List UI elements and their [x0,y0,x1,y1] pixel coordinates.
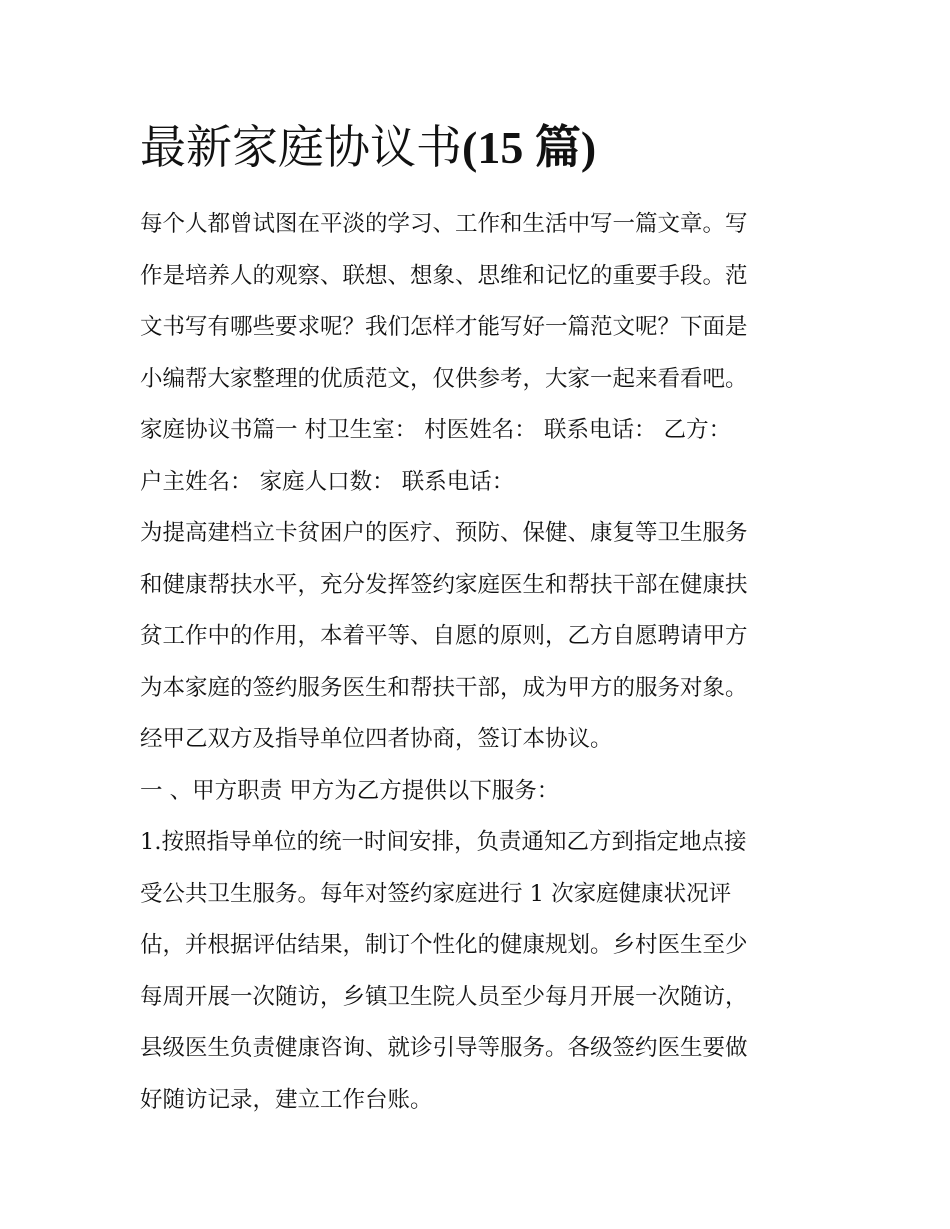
paragraph-line: 小编帮大家整理的优质范文，仅供参考，大家一起来看看吧。 [140,365,748,392]
title-text: 最新家庭协议书 [140,120,462,174]
paragraph-line: 贫工作中的作用，本着平等、自愿的原则，乙方自愿聘请甲方 [140,623,748,649]
paragraph-line: 估，并根据评估结果，制订个性化的健康规划。乡村医生至少 [140,932,748,958]
paragraph-line: 家庭协议书篇一 村卫生室： 村医姓名： 联系电话： 乙方： [140,417,732,443]
paragraph-line: 1.按照指导单位的统一时间安排，负责通知乙方到指定地点接 [140,829,747,855]
document-title [140,112,596,183]
paragraph-line: 每个人都曾试图在平淡的学习、工作和生活中写一篇文章。写 [140,211,748,237]
paragraph-line: 经甲乙双方及指导单位四者协商，签订本协议。 [140,726,613,752]
paragraph-line: 文书写有哪些要求呢？我们怎样才能写好一篇范文呢？下面是 [140,314,748,340]
paragraph-line: 为提高建档立卡贫困户的医疗、预防、保健、康复等卫生服务 [140,520,748,546]
paragraph-line: 为本家庭的签约服务医生和帮扶干部，成为甲方的服务对象。 [140,674,748,701]
paragraph-line: 受公共卫生服务。每年对签约家庭进行 1 次家庭健康状况评 [140,880,732,907]
title-count: (15 篇) [462,122,597,173]
paragraph-line: 作是培养人的观察、联想、想象、思维和记忆的重要手段。范 [140,262,748,289]
paragraph-line: 户主姓名： 家庭人口数： 联系电话： [140,468,515,495]
document-body [140,199,820,1126]
paragraph-line: 县级医生负责健康咨询、就诊引导等服务。各级签约医生要做 [140,1035,748,1061]
section-heading-line: 一 、甲方职责 甲方为乙方提供以下服务： [140,777,560,804]
paragraph-line: 每周开展一次随访，乡镇卫生院人员至少每月开展一次随访， [140,983,748,1010]
paragraph-line: 和健康帮扶水平，充分发挥签约家庭医生和帮扶干部在健康扶 [140,571,748,598]
paragraph-line: 好随访记录，建立工作台账。 [140,1086,433,1113]
